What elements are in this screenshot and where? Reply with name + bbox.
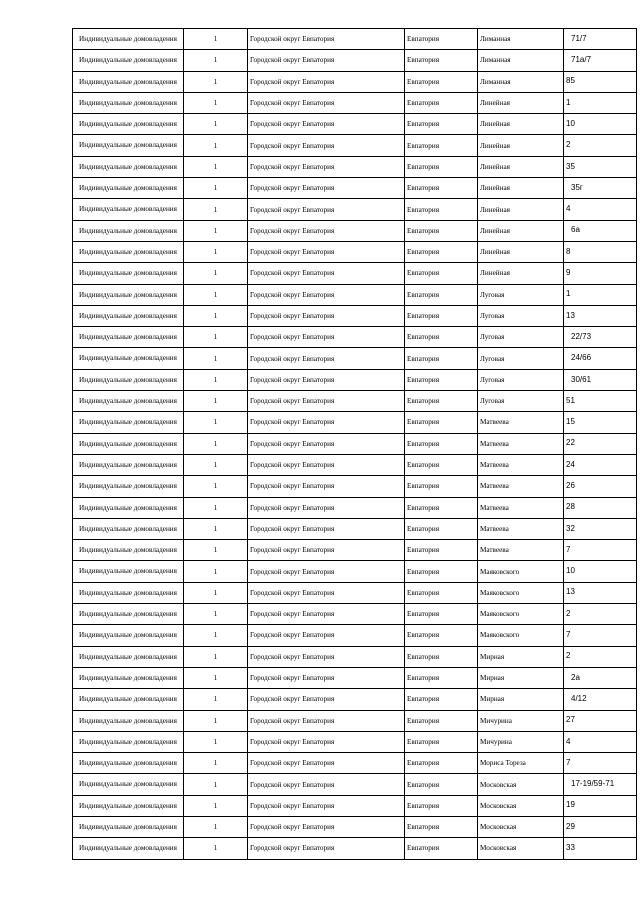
cell-street: Маяковского bbox=[478, 582, 564, 603]
cell-city: Евпатория bbox=[405, 795, 478, 816]
cell-street: Московская bbox=[478, 795, 564, 816]
cell-street: Мичурина bbox=[478, 731, 564, 752]
cell-object-type: Индивидуальные домовладения bbox=[73, 263, 184, 284]
cell-object-type: Индивидуальные домовладения bbox=[73, 50, 184, 71]
cell-quantity: 1 bbox=[184, 433, 248, 454]
cell-district: Городской округ Евпатория bbox=[248, 135, 405, 156]
cell-house-number: 1 bbox=[564, 284, 637, 305]
cell-district: Городской округ Евпатория bbox=[248, 369, 405, 390]
cell-quantity: 1 bbox=[184, 135, 248, 156]
cell-city: Евпатория bbox=[405, 199, 478, 220]
cell-house-number: 10 bbox=[564, 114, 637, 135]
cell-object-type: Индивидуальные домовладения bbox=[73, 391, 184, 412]
table-row bbox=[73, 518, 637, 539]
table-row bbox=[73, 220, 637, 241]
cell-district: Городской округ Евпатория bbox=[248, 156, 405, 177]
cell-street: Линейная bbox=[478, 178, 564, 199]
cell-object-type: Индивидуальные домовладения bbox=[73, 178, 184, 199]
table-row bbox=[73, 305, 637, 326]
cell-object-type: Индивидуальные домовладения bbox=[73, 476, 184, 497]
cell-city: Евпатория bbox=[405, 540, 478, 561]
cell-quantity: 1 bbox=[184, 454, 248, 475]
cell-district: Городской округ Евпатория bbox=[248, 667, 405, 688]
table-row bbox=[73, 710, 637, 731]
table-row bbox=[73, 774, 637, 795]
table-row bbox=[73, 838, 637, 859]
cell-quantity: 1 bbox=[184, 391, 248, 412]
cell-street: Маяковского bbox=[478, 625, 564, 646]
cell-quantity: 1 bbox=[184, 816, 248, 837]
cell-city: Евпатория bbox=[405, 348, 478, 369]
cell-house-number: 85 bbox=[564, 71, 637, 92]
table-row bbox=[73, 348, 637, 369]
table-row bbox=[73, 604, 637, 625]
cell-district: Городской округ Евпатория bbox=[248, 263, 405, 284]
cell-city: Евпатория bbox=[405, 667, 478, 688]
cell-city: Евпатория bbox=[405, 753, 478, 774]
table-row bbox=[73, 625, 637, 646]
cell-object-type: Индивидуальные домовладения bbox=[73, 135, 184, 156]
cell-quantity: 1 bbox=[184, 561, 248, 582]
cell-street: Московская bbox=[478, 838, 564, 859]
cell-street: Матвеева bbox=[478, 454, 564, 475]
table-row bbox=[73, 71, 637, 92]
cell-object-type: Индивидуальные домовладения bbox=[73, 497, 184, 518]
cell-house-number: 4 bbox=[564, 731, 637, 752]
cell-quantity: 1 bbox=[184, 284, 248, 305]
table-row bbox=[73, 391, 637, 412]
cell-quantity: 1 bbox=[184, 305, 248, 326]
cell-district: Городской округ Евпатория bbox=[248, 433, 405, 454]
cell-city: Евпатория bbox=[405, 604, 478, 625]
cell-object-type: Индивидуальные домовладения bbox=[73, 220, 184, 241]
cell-street: Матвеева bbox=[478, 497, 564, 518]
cell-quantity: 1 bbox=[184, 199, 248, 220]
cell-city: Евпатория bbox=[405, 391, 478, 412]
table-row bbox=[73, 689, 637, 710]
cell-quantity: 1 bbox=[184, 92, 248, 113]
table-row bbox=[73, 284, 637, 305]
cell-quantity: 1 bbox=[184, 646, 248, 667]
cell-city: Евпатория bbox=[405, 476, 478, 497]
cell-street: Линейная bbox=[478, 135, 564, 156]
cell-city: Евпатория bbox=[405, 369, 478, 390]
cell-house-number: 17-19/59-71 bbox=[564, 774, 637, 795]
cell-object-type: Индивидуальные домовладения bbox=[73, 433, 184, 454]
cell-street: Московская bbox=[478, 774, 564, 795]
cell-street: Линейная bbox=[478, 263, 564, 284]
cell-quantity: 1 bbox=[184, 774, 248, 795]
table-row bbox=[73, 497, 637, 518]
cell-city: Евпатория bbox=[405, 220, 478, 241]
cell-street: Линейная bbox=[478, 199, 564, 220]
cell-city: Евпатория bbox=[405, 689, 478, 710]
cell-district: Городской округ Евпатория bbox=[248, 689, 405, 710]
cell-district: Городской округ Евпатория bbox=[248, 561, 405, 582]
table-row bbox=[73, 753, 637, 774]
table-row bbox=[73, 795, 637, 816]
cell-object-type: Индивидуальные домовладения bbox=[73, 795, 184, 816]
cell-district: Городской округ Евпатория bbox=[248, 604, 405, 625]
cell-object-type: Индивидуальные домовладения bbox=[73, 369, 184, 390]
cell-house-number: 33 bbox=[564, 838, 637, 859]
cell-quantity: 1 bbox=[184, 369, 248, 390]
cell-street: Луговая bbox=[478, 369, 564, 390]
table-row bbox=[73, 135, 637, 156]
cell-house-number: 4 bbox=[564, 199, 637, 220]
table-row bbox=[73, 92, 637, 113]
cell-object-type: Индивидуальные домовладения bbox=[73, 114, 184, 135]
cell-house-number: 8 bbox=[564, 241, 637, 262]
cell-street: Линейная bbox=[478, 241, 564, 262]
cell-house-number: 7 bbox=[564, 625, 637, 646]
cell-house-number: 15 bbox=[564, 412, 637, 433]
table-row bbox=[73, 50, 637, 71]
cell-house-number: 24/66 bbox=[564, 348, 637, 369]
cell-city: Евпатория bbox=[405, 497, 478, 518]
cell-street: Мичурина bbox=[478, 710, 564, 731]
cell-district: Городской округ Евпатория bbox=[248, 774, 405, 795]
cell-street: Мирная bbox=[478, 646, 564, 667]
cell-quantity: 1 bbox=[184, 178, 248, 199]
cell-house-number: 30/61 bbox=[564, 369, 637, 390]
cell-house-number: 2 bbox=[564, 604, 637, 625]
cell-district: Городской округ Евпатория bbox=[248, 582, 405, 603]
cell-city: Евпатория bbox=[405, 92, 478, 113]
cell-quantity: 1 bbox=[184, 114, 248, 135]
cell-object-type: Индивидуальные домовладения bbox=[73, 625, 184, 646]
cell-object-type: Индивидуальные домовладения bbox=[73, 646, 184, 667]
cell-quantity: 1 bbox=[184, 838, 248, 859]
cell-object-type: Индивидуальные домовладения bbox=[73, 689, 184, 710]
cell-object-type: Индивидуальные домовладения bbox=[73, 582, 184, 603]
table-row bbox=[73, 454, 637, 475]
cell-object-type: Индивидуальные домовладения bbox=[73, 199, 184, 220]
cell-object-type: Индивидуальные домовладения bbox=[73, 667, 184, 688]
cell-street: Мирная bbox=[478, 689, 564, 710]
cell-city: Евпатория bbox=[405, 50, 478, 71]
table-row bbox=[73, 412, 637, 433]
cell-house-number: 26 bbox=[564, 476, 637, 497]
cell-district: Городской округ Евпатория bbox=[248, 497, 405, 518]
table-row bbox=[73, 540, 637, 561]
table-row bbox=[73, 156, 637, 177]
cell-object-type: Индивидуальные домовладения bbox=[73, 71, 184, 92]
cell-house-number: 13 bbox=[564, 305, 637, 326]
cell-house-number: 28 bbox=[564, 497, 637, 518]
cell-object-type: Индивидуальные домовладения bbox=[73, 327, 184, 348]
cell-quantity: 1 bbox=[184, 731, 248, 752]
cell-quantity: 1 bbox=[184, 540, 248, 561]
cell-house-number: 32 bbox=[564, 518, 637, 539]
cell-house-number: 7 bbox=[564, 540, 637, 561]
cell-house-number: 9 bbox=[564, 263, 637, 284]
cell-object-type: Индивидуальные домовладения bbox=[73, 241, 184, 262]
table-body bbox=[73, 29, 637, 860]
table-row bbox=[73, 476, 637, 497]
table-row bbox=[73, 327, 637, 348]
cell-city: Евпатория bbox=[405, 625, 478, 646]
cell-city: Евпатория bbox=[405, 327, 478, 348]
cell-street: Московская bbox=[478, 816, 564, 837]
cell-district: Городской округ Евпатория bbox=[248, 114, 405, 135]
cell-street: Линейная bbox=[478, 114, 564, 135]
cell-city: Евпатория bbox=[405, 305, 478, 326]
cell-street: Матвеева bbox=[478, 412, 564, 433]
cell-city: Евпатория bbox=[405, 263, 478, 284]
cell-house-number: 6а bbox=[564, 220, 637, 241]
cell-quantity: 1 bbox=[184, 518, 248, 539]
table-row bbox=[73, 199, 637, 220]
cell-street: Линейная bbox=[478, 156, 564, 177]
cell-object-type: Индивидуальные домовладения bbox=[73, 710, 184, 731]
cell-quantity: 1 bbox=[184, 604, 248, 625]
table-row bbox=[73, 29, 637, 50]
cell-object-type: Индивидуальные домовладения bbox=[73, 156, 184, 177]
cell-district: Городской округ Евпатория bbox=[248, 284, 405, 305]
cell-house-number: 29 bbox=[564, 816, 637, 837]
cell-quantity: 1 bbox=[184, 263, 248, 284]
cell-city: Евпатория bbox=[405, 156, 478, 177]
cell-city: Евпатория bbox=[405, 454, 478, 475]
cell-object-type: Индивидуальные домовладения bbox=[73, 412, 184, 433]
cell-object-type: Индивидуальные домовладения bbox=[73, 774, 184, 795]
cell-house-number: 13 bbox=[564, 582, 637, 603]
cell-object-type: Индивидуальные домовладения bbox=[73, 454, 184, 475]
cell-house-number: 35г bbox=[564, 178, 637, 199]
cell-city: Евпатория bbox=[405, 518, 478, 539]
cell-house-number: 2а bbox=[564, 667, 637, 688]
cell-city: Евпатория bbox=[405, 29, 478, 50]
table-row bbox=[73, 178, 637, 199]
cell-street: Лиманная bbox=[478, 50, 564, 71]
cell-district: Городской округ Евпатория bbox=[248, 391, 405, 412]
table-row bbox=[73, 816, 637, 837]
cell-city: Евпатория bbox=[405, 582, 478, 603]
cell-quantity: 1 bbox=[184, 625, 248, 646]
cell-street: Луговая bbox=[478, 391, 564, 412]
cell-object-type: Индивидуальные домовладения bbox=[73, 838, 184, 859]
cell-street: Луговая bbox=[478, 348, 564, 369]
cell-street: Мориса Тореза bbox=[478, 753, 564, 774]
cell-quantity: 1 bbox=[184, 29, 248, 50]
cell-house-number: 2 bbox=[564, 646, 637, 667]
cell-district: Городской округ Евпатория bbox=[248, 305, 405, 326]
table-row bbox=[73, 263, 637, 284]
cell-city: Евпатория bbox=[405, 241, 478, 262]
cell-district: Городской округ Евпатория bbox=[248, 518, 405, 539]
cell-quantity: 1 bbox=[184, 582, 248, 603]
cell-city: Евпатория bbox=[405, 561, 478, 582]
cell-district: Городской округ Евпатория bbox=[248, 731, 405, 752]
cell-street: Матвеева bbox=[478, 540, 564, 561]
cell-city: Евпатория bbox=[405, 71, 478, 92]
cell-quantity: 1 bbox=[184, 710, 248, 731]
cell-street: Лиманная bbox=[478, 29, 564, 50]
cell-district: Городской округ Евпатория bbox=[248, 241, 405, 262]
cell-district: Городской округ Евпатория bbox=[248, 92, 405, 113]
cell-city: Евпатория bbox=[405, 838, 478, 859]
cell-quantity: 1 bbox=[184, 412, 248, 433]
cell-quantity: 1 bbox=[184, 476, 248, 497]
cell-house-number: 4/12 bbox=[564, 689, 637, 710]
cell-street: Луговая bbox=[478, 327, 564, 348]
cell-quantity: 1 bbox=[184, 327, 248, 348]
cell-quantity: 1 bbox=[184, 667, 248, 688]
cell-house-number: 7 bbox=[564, 753, 637, 774]
cell-object-type: Индивидуальные домовладения bbox=[73, 731, 184, 752]
table-row bbox=[73, 241, 637, 262]
cell-quantity: 1 bbox=[184, 50, 248, 71]
cell-district: Городской округ Евпатория bbox=[248, 710, 405, 731]
cell-object-type: Индивидуальные домовладения bbox=[73, 604, 184, 625]
cell-house-number: 27 bbox=[564, 710, 637, 731]
cell-street: Маяковского bbox=[478, 604, 564, 625]
cell-house-number: 71а/7 bbox=[564, 50, 637, 71]
cell-quantity: 1 bbox=[184, 241, 248, 262]
cell-district: Городской округ Евпатория bbox=[248, 476, 405, 497]
cell-street: Луговая bbox=[478, 305, 564, 326]
cell-house-number: 22 bbox=[564, 433, 637, 454]
cell-object-type: Индивидуальные домовладения bbox=[73, 753, 184, 774]
cell-city: Евпатория bbox=[405, 816, 478, 837]
cell-quantity: 1 bbox=[184, 795, 248, 816]
cell-city: Евпатория bbox=[405, 412, 478, 433]
cell-object-type: Индивидуальные домовладения bbox=[73, 561, 184, 582]
cell-quantity: 1 bbox=[184, 497, 248, 518]
cell-house-number: 2 bbox=[564, 135, 637, 156]
cell-quantity: 1 bbox=[184, 689, 248, 710]
cell-house-number: 22/73 bbox=[564, 327, 637, 348]
cell-house-number: 1 bbox=[564, 92, 637, 113]
cell-object-type: Индивидуальные домовладения bbox=[73, 29, 184, 50]
cell-district: Городской округ Евпатория bbox=[248, 220, 405, 241]
cell-district: Городской округ Евпатория bbox=[248, 625, 405, 646]
cell-quantity: 1 bbox=[184, 71, 248, 92]
cell-street: Луговая bbox=[478, 284, 564, 305]
cell-district: Городской округ Евпатория bbox=[248, 327, 405, 348]
cell-city: Евпатория bbox=[405, 433, 478, 454]
table-row bbox=[73, 667, 637, 688]
cell-object-type: Индивидуальные домовладения bbox=[73, 540, 184, 561]
cell-district: Городской округ Евпатория bbox=[248, 71, 405, 92]
cell-city: Евпатория bbox=[405, 178, 478, 199]
cell-district: Городской округ Евпатория bbox=[248, 816, 405, 837]
cell-city: Евпатория bbox=[405, 646, 478, 667]
cell-district: Городской округ Евпатория bbox=[248, 199, 405, 220]
table-row bbox=[73, 561, 637, 582]
table-row bbox=[73, 369, 637, 390]
table-row bbox=[73, 433, 637, 454]
cell-object-type: Индивидуальные домовладения bbox=[73, 348, 184, 369]
cell-city: Евпатория bbox=[405, 135, 478, 156]
cell-street: Линейная bbox=[478, 220, 564, 241]
cell-object-type: Индивидуальные домовладения bbox=[73, 305, 184, 326]
cell-district: Городской округ Евпатория bbox=[248, 646, 405, 667]
cell-district: Городской округ Евпатория bbox=[248, 29, 405, 50]
cell-district: Городской округ Евпатория bbox=[248, 412, 405, 433]
cell-quantity: 1 bbox=[184, 348, 248, 369]
cell-object-type: Индивидуальные домовладения bbox=[73, 518, 184, 539]
table-row bbox=[73, 731, 637, 752]
cell-house-number: 71/7 bbox=[564, 29, 637, 50]
table-row bbox=[73, 114, 637, 135]
cell-street: Матвеева bbox=[478, 476, 564, 497]
address-table bbox=[72, 28, 637, 860]
cell-district: Городской округ Евпатория bbox=[248, 540, 405, 561]
cell-house-number: 24 bbox=[564, 454, 637, 475]
cell-object-type: Индивидуальные домовладения bbox=[73, 816, 184, 837]
cell-street: Матвеева bbox=[478, 518, 564, 539]
cell-street: Линейная bbox=[478, 92, 564, 113]
cell-city: Евпатория bbox=[405, 284, 478, 305]
cell-district: Городской округ Евпатория bbox=[248, 753, 405, 774]
cell-street: Лиманная bbox=[478, 71, 564, 92]
cell-district: Городской округ Евпатория bbox=[248, 348, 405, 369]
cell-quantity: 1 bbox=[184, 220, 248, 241]
cell-house-number: 10 bbox=[564, 561, 637, 582]
cell-quantity: 1 bbox=[184, 156, 248, 177]
cell-quantity: 1 bbox=[184, 753, 248, 774]
cell-street: Матвеева bbox=[478, 433, 564, 454]
cell-street: Мирная bbox=[478, 667, 564, 688]
cell-object-type: Индивидуальные домовладения bbox=[73, 284, 184, 305]
cell-district: Городской округ Евпатория bbox=[248, 50, 405, 71]
cell-house-number: 35 bbox=[564, 156, 637, 177]
cell-district: Городской округ Евпатория bbox=[248, 454, 405, 475]
cell-city: Евпатория bbox=[405, 710, 478, 731]
cell-city: Евпатория bbox=[405, 114, 478, 135]
table-row bbox=[73, 646, 637, 667]
cell-district: Городской округ Евпатория bbox=[248, 178, 405, 199]
cell-street: Маяковского bbox=[478, 561, 564, 582]
cell-district: Городской округ Евпатория bbox=[248, 838, 405, 859]
cell-house-number: 19 bbox=[564, 795, 637, 816]
table-row bbox=[73, 582, 637, 603]
cell-house-number: 51 bbox=[564, 391, 637, 412]
cell-city: Евпатория bbox=[405, 731, 478, 752]
cell-city: Евпатория bbox=[405, 774, 478, 795]
cell-district: Городской округ Евпатория bbox=[248, 795, 405, 816]
cell-object-type: Индивидуальные домовладения bbox=[73, 92, 184, 113]
